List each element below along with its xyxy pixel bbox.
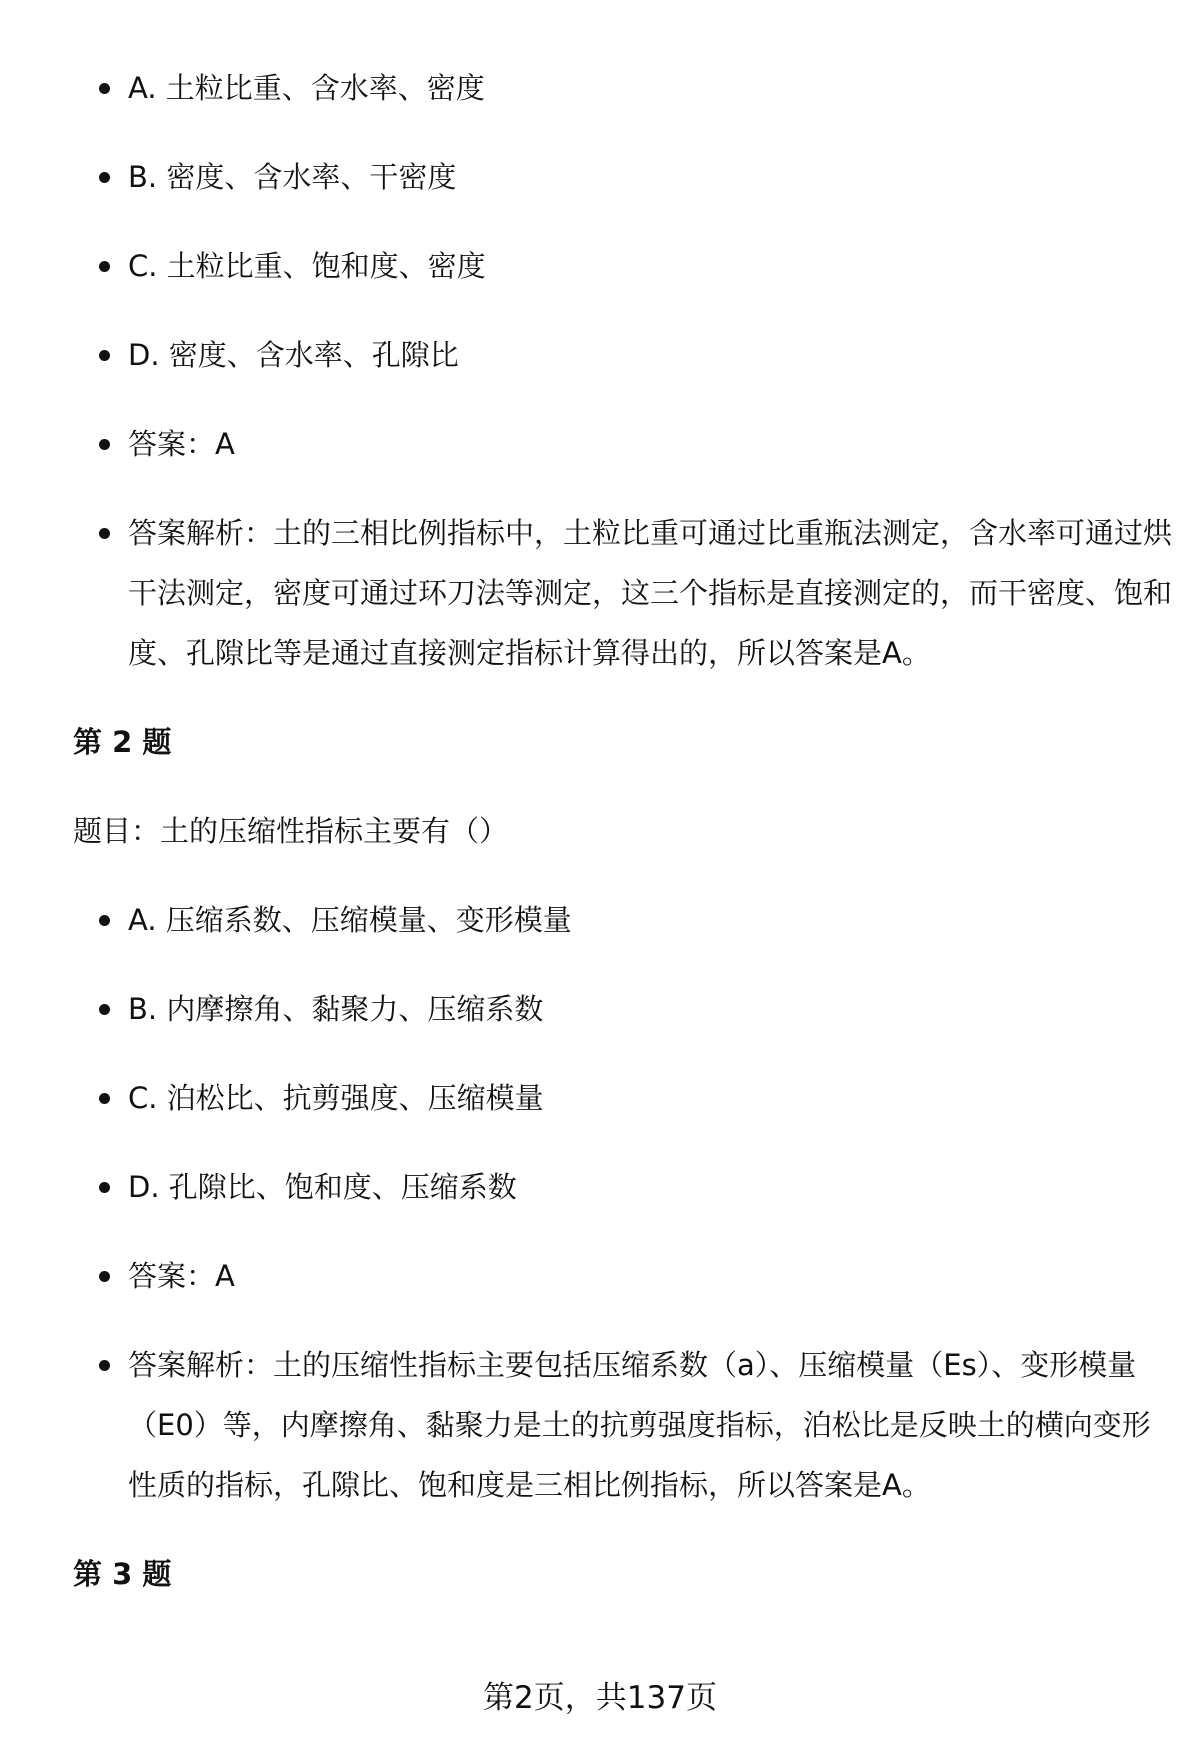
bullet-icon — [99, 261, 110, 272]
bullet-icon — [99, 350, 110, 361]
q2-list — [73, 890, 1173, 1515]
q2-question: 题目：土的压缩性指标主要有（） — [73, 814, 509, 848]
bullet-icon — [99, 1004, 110, 1015]
answer-text: 答案：A — [128, 1259, 235, 1293]
option-text: A. 压缩系数、压缩模量、变形模量 — [128, 903, 572, 937]
q1-option-b — [73, 147, 1173, 207]
q2-heading: 第 2 题 — [73, 725, 172, 759]
q1-answer — [73, 414, 1173, 474]
bullet-icon — [99, 83, 110, 94]
q2-explanation — [73, 1335, 1173, 1515]
q2-option-b — [73, 979, 1173, 1039]
option-text: B. 内摩擦角、黏聚力、压缩系数 — [128, 992, 544, 1026]
q3-heading: 第 3 题 — [73, 1557, 172, 1591]
q1-list — [73, 58, 1173, 683]
bullet-icon — [99, 915, 110, 926]
option-text: B. 密度、含水率、干密度 — [128, 160, 457, 194]
q1-option-d — [73, 325, 1173, 385]
q1-option-c — [73, 236, 1173, 296]
option-text: C. 土粒比重、饱和度、密度 — [128, 249, 486, 283]
bullet-icon — [99, 439, 110, 450]
q1-option-a — [73, 58, 1173, 118]
option-text: D. 密度、含水率、孔隙比 — [128, 338, 459, 372]
option-text: A. 土粒比重、含水率、密度 — [128, 71, 485, 105]
bullet-icon — [99, 1360, 110, 1371]
bullet-icon — [99, 172, 110, 183]
explanation-text: 答案解析：土的三相比例指标中，土粒比重可通过比重瓶法测定，含水率可通过烘干法测定，密度可通过环刀法等测定，这三个指标是直接测定的，而干密度、饱和度、孔隙比等是通过直接测定指标计算得出的，所以答案是A。 — [128, 516, 1173, 670]
page-number: 第2页，共137页 — [483, 1680, 717, 1716]
page-content — [73, 58, 1173, 1633]
bullet-icon — [99, 1271, 110, 1282]
q2-option-c — [73, 1068, 1173, 1128]
q2-option-a — [73, 890, 1173, 950]
option-text: D. 孔隙比、饱和度、压缩系数 — [128, 1170, 517, 1204]
q2-option-d — [73, 1157, 1173, 1217]
explanation-text: 答案解析：土的压缩性指标主要包括压缩系数（a）、压缩模量（Es）、变形模量（E0）等，内摩擦角、黏聚力是土的抗剪强度指标，泊松比是反映土的横向变形性质的指标，孔隙比、饱和度是三相比例指标，所以答案是A。 — [128, 1348, 1151, 1502]
bullet-icon — [99, 528, 110, 539]
option-text: C. 泊松比、抗剪强度、压缩模量 — [128, 1081, 544, 1115]
bullet-icon — [99, 1093, 110, 1104]
q1-explanation — [73, 503, 1173, 683]
bullet-icon — [99, 1182, 110, 1193]
q2-answer — [73, 1246, 1173, 1306]
answer-text: 答案：A — [128, 427, 235, 461]
